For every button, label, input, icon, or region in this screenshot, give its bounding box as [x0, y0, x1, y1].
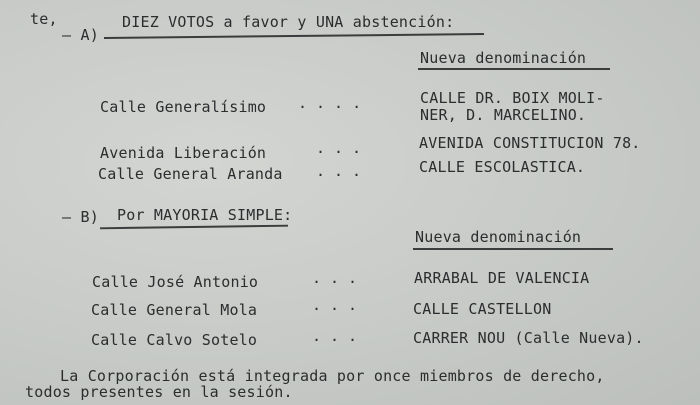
- section-a-row-3-new-name: CALLE ESCOLASTICA.: [419, 158, 586, 176]
- section-b-heading-underline: [100, 225, 288, 230]
- section-a-column-header-underline: [418, 68, 610, 70]
- section-a-row-2-new-name: AVENIDA CONSTITUCION 78.: [419, 134, 641, 152]
- section-b-marker: – B): [62, 208, 99, 226]
- section-a-row-1-new-name-line-1: CALLE DR. BOIX MOLI-: [420, 89, 605, 107]
- closing-paragraph-line-2: todos presentes en la sesión.: [25, 383, 293, 401]
- section-a-row-1-new-name-line-2: NER, D. MARCELINO.: [420, 106, 587, 124]
- section-a-heading-underline: [104, 33, 484, 39]
- section-b-row-1-old-name: Calle José Antonio: [92, 273, 259, 291]
- section-a-row-1-dots: ....: [298, 94, 371, 112]
- section-b-column-header-underline: [413, 248, 613, 250]
- section-a-column-header: Nueva denominación: [420, 49, 587, 67]
- section-b-row-2-new-name: CALLE CASTELLON: [413, 300, 552, 318]
- section-a-row-3-old-name: Calle General Aranda: [98, 165, 283, 183]
- section-b-column-header: Nueva denominación: [415, 228, 582, 246]
- section-b-row-1-dots: ...: [312, 269, 367, 287]
- section-a-row-1-old-name: Calle Generalísimo: [100, 98, 267, 116]
- section-b-heading: Por MAYORIA SIMPLE:: [117, 206, 293, 224]
- section-a-row-3-dots: ...: [316, 162, 371, 180]
- closing-paragraph-line-1: La Corporación está integrada por once miembros de derecho,: [60, 367, 605, 385]
- section-b-row-3-old-name: Calle Calvo Sotelo: [91, 331, 258, 349]
- section-a-heading: DIEZ VOTOS a favor y UNA abstención:: [122, 13, 455, 31]
- section-a-row-2-old-name: Avenida Liberación: [100, 144, 267, 162]
- section-b-row-2-old-name: Calle General Mola: [91, 301, 258, 319]
- section-b-row-3-new-name: CARRER NOU (Calle Nueva).: [413, 329, 644, 347]
- section-a-marker: – A): [62, 26, 99, 44]
- section-a-row-2-dots: ...: [316, 139, 371, 157]
- section-b-row-1-new-name: ARRABAL DE VALENCIA: [414, 269, 590, 287]
- section-b-row-2-dots: ...: [312, 296, 367, 314]
- section-b-row-3-dots: ...: [312, 327, 367, 345]
- intro-fragment: te,: [30, 10, 58, 28]
